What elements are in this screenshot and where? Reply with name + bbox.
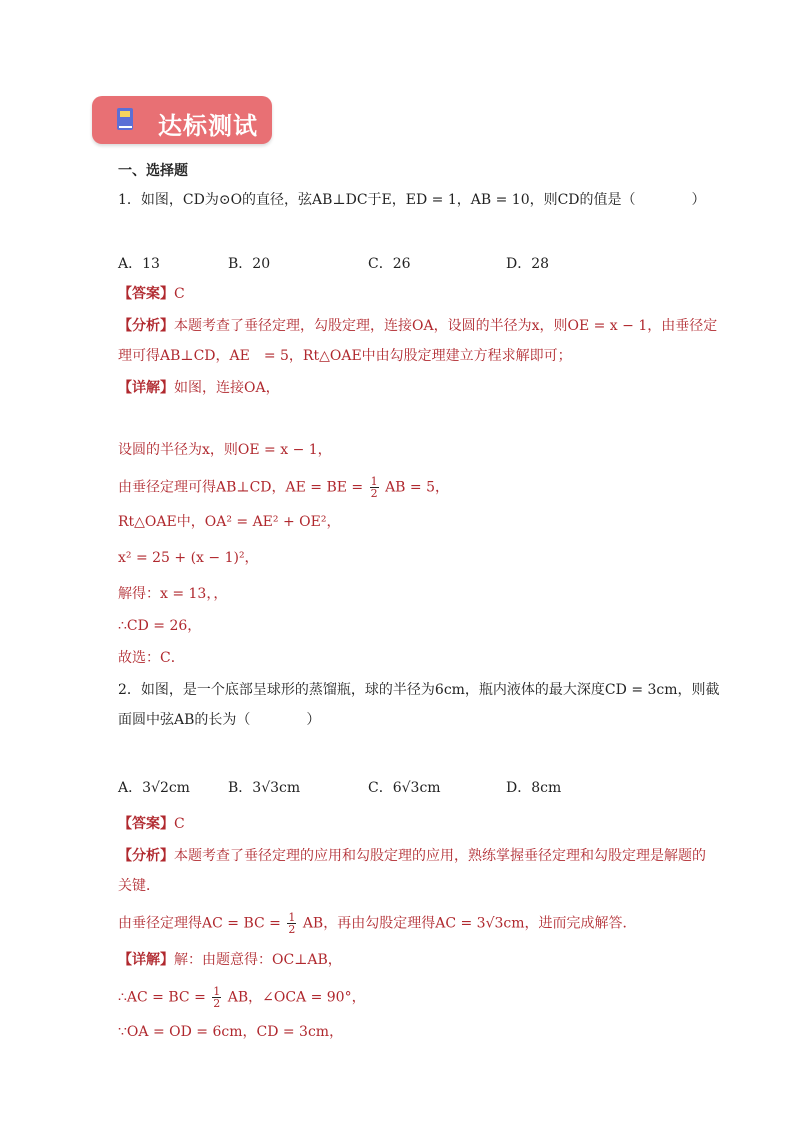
q1-analysis-text1: 本题考查了垂径定理，勾股定理，连接OA，设圆的半径为x，则OE = x − 1，由垂径定 bbox=[174, 318, 718, 334]
q1-step-3: Rt△OAE中，OA² = AE² + OE²， bbox=[118, 514, 341, 530]
q1-step-2b: AB = 5， bbox=[385, 479, 449, 496]
q2-detail-line bbox=[118, 950, 342, 970]
q1-analysis-tag: 【分析】 bbox=[118, 318, 174, 334]
q1-option-c: C．26 bbox=[368, 256, 411, 272]
fraction-half: $\frac{1}{2}$ bbox=[370, 475, 378, 500]
q1-step-2 bbox=[118, 476, 449, 499]
q2-option-b: B．3√3cm bbox=[228, 780, 301, 796]
fraction-half: $\frac{1}{2}$ bbox=[213, 985, 221, 1010]
q1-answer-line bbox=[118, 284, 185, 304]
q2-analysis-line2: 关键． bbox=[118, 878, 160, 894]
q1-option-d: D．28 bbox=[506, 256, 550, 272]
q1-step-4: x² = 25 + (x − 1)²， bbox=[118, 550, 259, 566]
q1-option-b: B．20 bbox=[228, 256, 271, 272]
q2-answer: C bbox=[174, 816, 185, 832]
q1-step-1: 设圆的半径为x，则OE = x − 1， bbox=[118, 442, 332, 458]
q2-stem-line2: 面圆中弦AB的长为（ ） bbox=[118, 712, 321, 728]
book-icon bbox=[116, 107, 134, 131]
q2-step-1 bbox=[118, 986, 366, 1009]
q1-stem: 1．如图，CD为⊙O的直径，弦AB⊥DC于E，ED = 1，AB = 10，则CD的值是（ ） bbox=[118, 192, 706, 208]
q2-step-2: ∵OA = OD = 6cm，CD = 3cm， bbox=[118, 1024, 344, 1040]
q2-analysis-line1 bbox=[118, 846, 706, 866]
q1-analysis-line1 bbox=[118, 316, 717, 336]
q2-option-a: A．3√2cm bbox=[118, 780, 190, 796]
q2-detail-tag: 【详解】 bbox=[118, 952, 174, 968]
q2-option-c: C．6√3cm bbox=[368, 780, 441, 796]
q1-detail-tag: 【详解】 bbox=[118, 380, 174, 396]
q1-step-2a: 由垂径定理可得AB⊥CD，AE = BE = bbox=[118, 479, 364, 496]
q2-answer-tag: 【答案】 bbox=[118, 816, 174, 832]
q1-step-7: 故选：C． bbox=[118, 650, 185, 666]
q1-step-5: 解得：x = 13，， bbox=[118, 586, 228, 602]
q1-answer: C bbox=[174, 286, 185, 302]
q1-analysis-line2: 理可得AB⊥CD，AE = 5，Rt△OAE中由勾股定理建立方程求解即可； bbox=[118, 348, 572, 364]
q2-analysis-tag: 【分析】 bbox=[118, 848, 174, 864]
fraction-half: $\frac{1}{2}$ bbox=[288, 911, 296, 936]
q2-step-1b: AB，∠OCA = 90°， bbox=[227, 989, 366, 1006]
q2-step-1a: ∴AC = BC = bbox=[118, 989, 206, 1006]
q2-analysis-text1: 本题考查了垂径定理的应用和勾股定理的应用，熟练掌握垂径定理和勾股定理是解题的 bbox=[174, 848, 706, 864]
q1-detail-intro: 如图，连接OA， bbox=[174, 380, 280, 396]
q1-detail-line bbox=[118, 378, 280, 398]
banner-title: 达标测试 bbox=[158, 112, 258, 140]
q2-detail-intro: 解：由题意得：OC⊥AB， bbox=[174, 952, 342, 968]
q2-option-d: D．8cm bbox=[506, 780, 562, 796]
q1-answer-tag: 【答案】 bbox=[118, 286, 174, 302]
q1-option-a: A．13 bbox=[118, 256, 160, 272]
section-heading: 一、选择题 bbox=[118, 163, 188, 179]
q1-step-6: ∴CD = 26， bbox=[118, 618, 202, 634]
q2-analysis-3b: AB，再由勾股定理得AC = 3√3cm，进而完成解答． bbox=[302, 915, 637, 932]
q2-analysis-line3 bbox=[118, 912, 637, 935]
q2-analysis-3a: 由垂径定理得AC = BC = bbox=[118, 915, 281, 932]
q2-answer-line bbox=[118, 814, 185, 834]
section-banner bbox=[92, 96, 272, 144]
q2-stem-line1: 2．如图，是一个底部呈球形的蒸馏瓶，球的半径为6cm，瓶内液体的最大深度CD = 3cm，则截 bbox=[118, 682, 720, 698]
